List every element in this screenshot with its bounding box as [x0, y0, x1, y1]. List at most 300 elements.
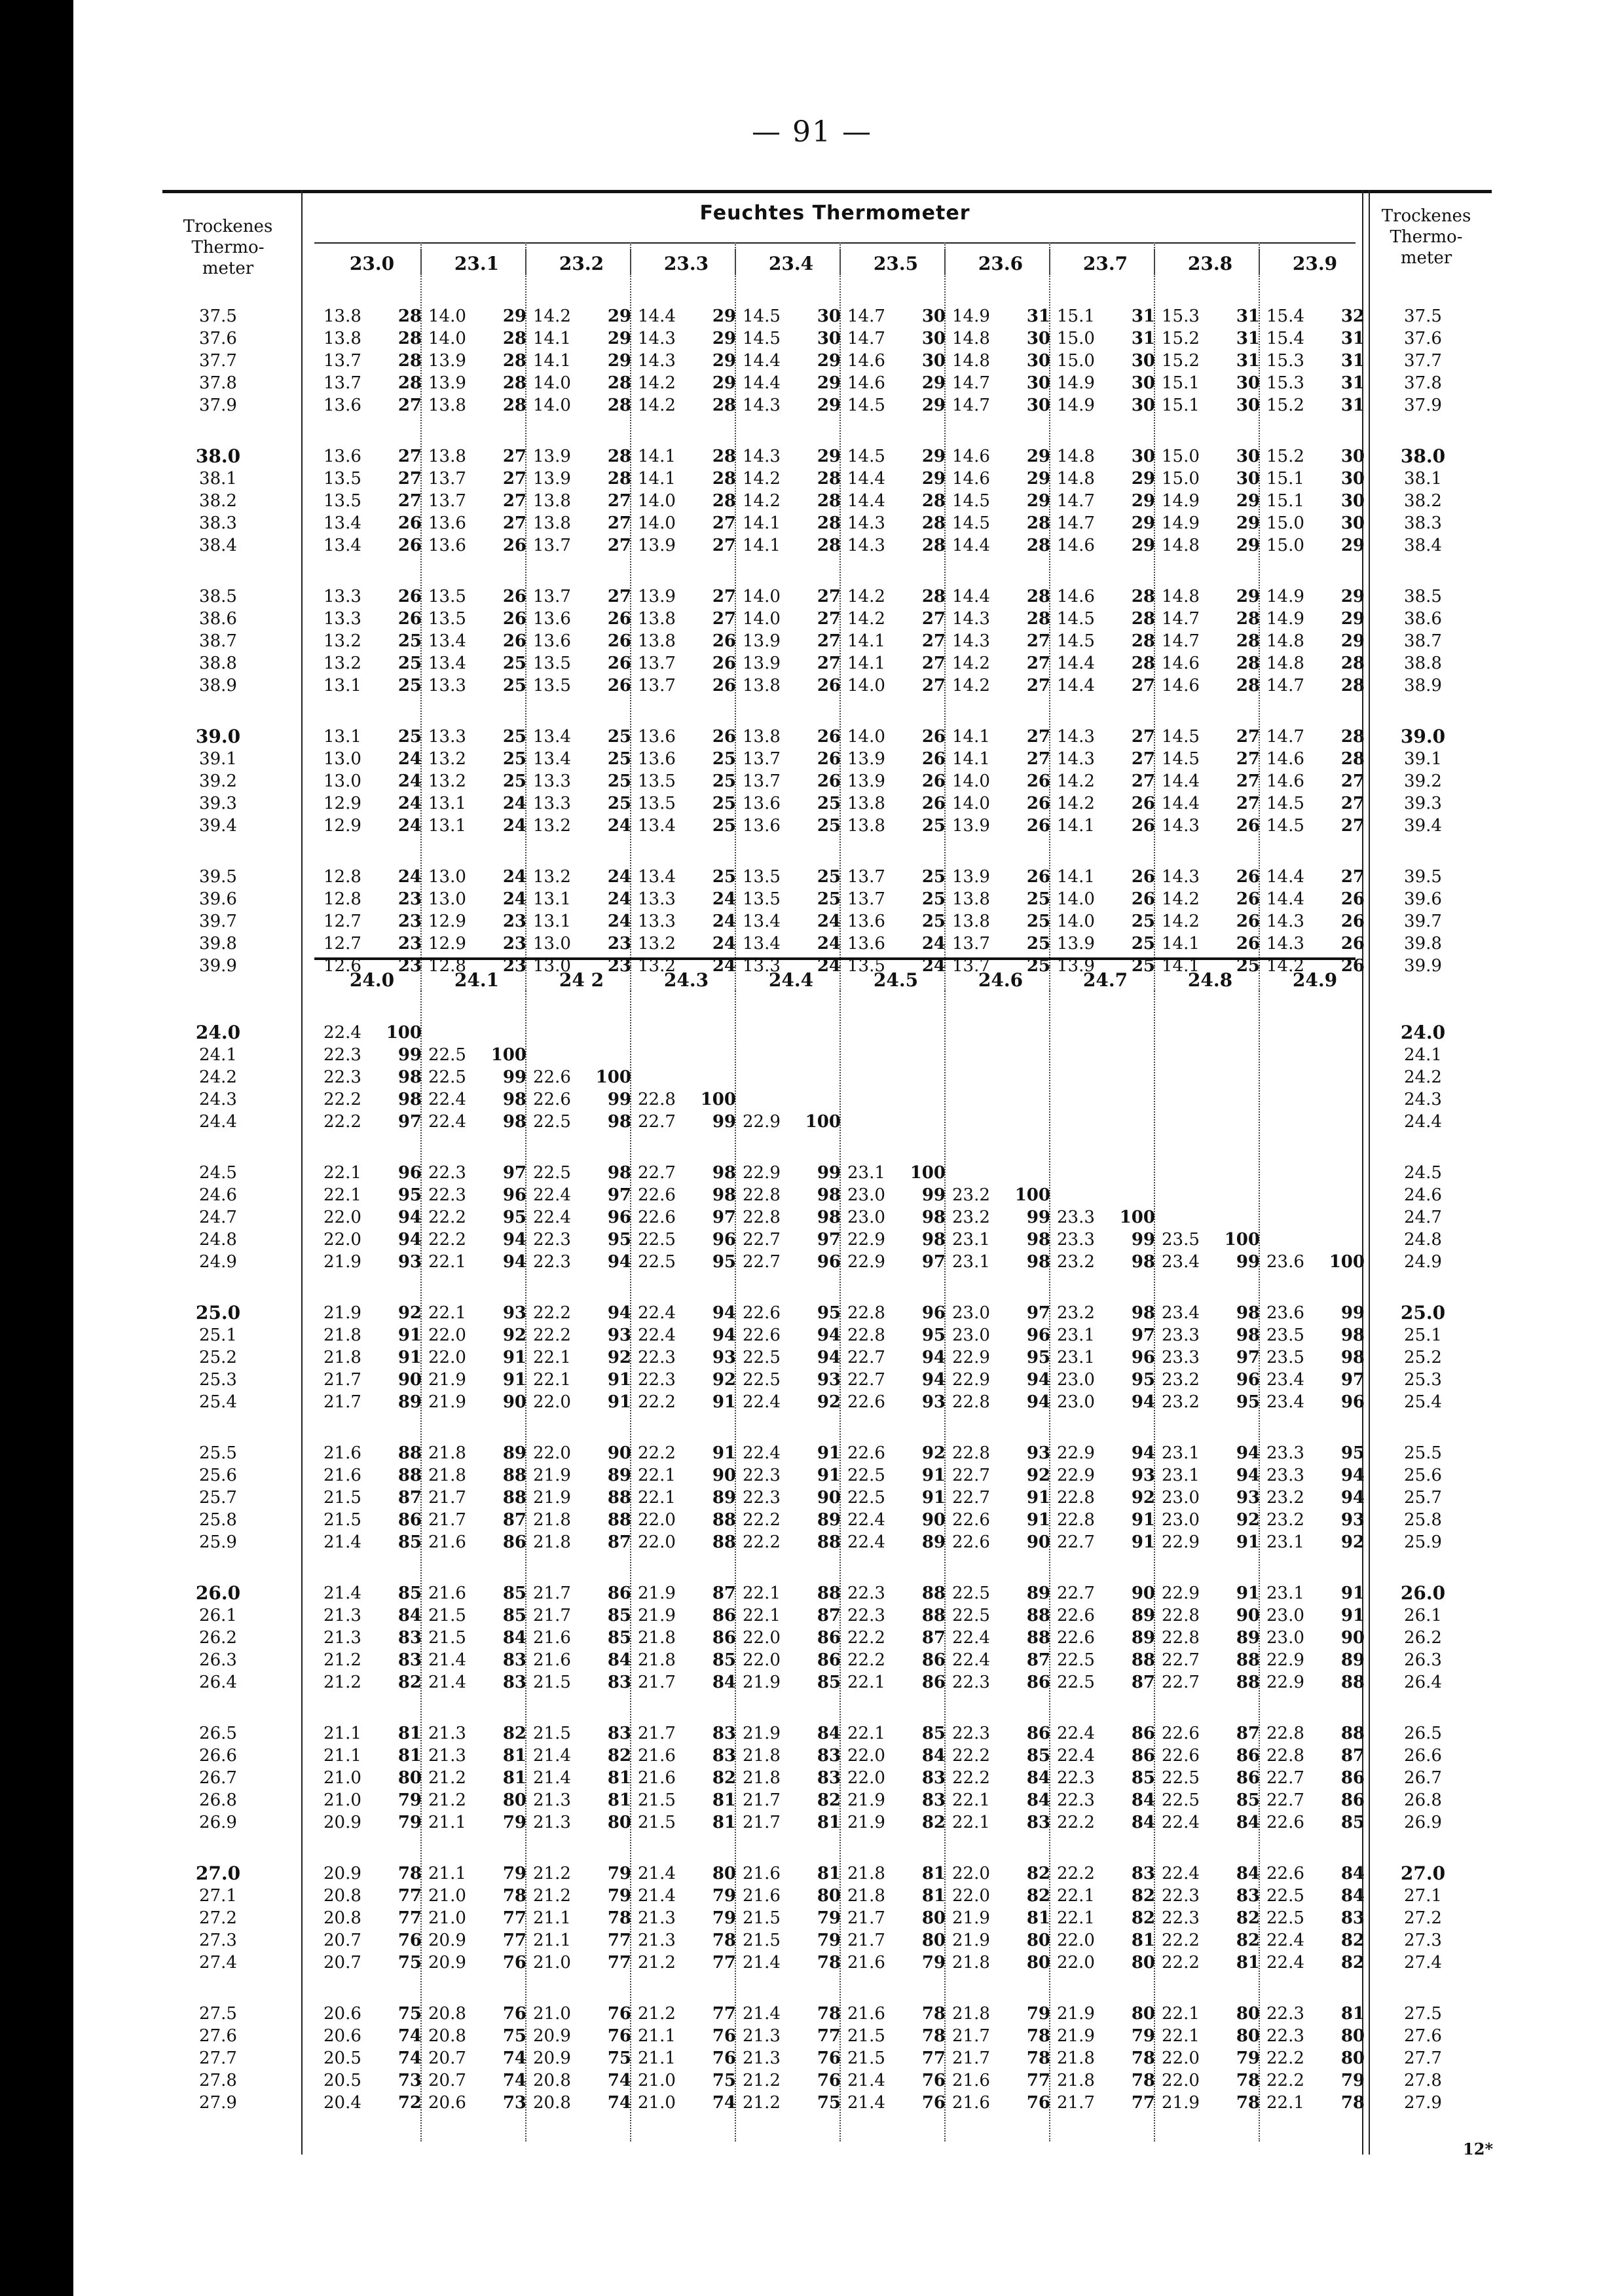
wet-bulb-value: 21.8: [638, 1628, 676, 1648]
relative-humidity: 92: [817, 1392, 841, 1412]
column-divider: [630, 249, 631, 275]
relative-humidity: 88: [1026, 1628, 1050, 1648]
relative-humidity: 78: [1026, 2048, 1050, 2068]
wet-bulb-value: 14.0: [1057, 912, 1095, 931]
relative-humidity: 88: [607, 1488, 631, 1508]
relative-humidity: 100: [595, 1067, 631, 1087]
relative-humidity: 92: [1131, 1488, 1155, 1508]
relative-humidity: 84: [1131, 1813, 1155, 1832]
wet-bulb-value: 22.2: [847, 1628, 885, 1648]
wet-bulb-value: 22.4: [1266, 1931, 1304, 1950]
wet-bulb-value: 23.0: [952, 1325, 990, 1345]
wet-bulb-value: 22.9: [1266, 1673, 1304, 1692]
dry-temp-right: 25.9: [1404, 1532, 1442, 1552]
relative-humidity: 78: [1131, 2071, 1155, 2090]
wet-bulb-value: 22.5: [533, 1112, 571, 1132]
wet-bulb-value: 14.2: [1057, 771, 1095, 791]
relative-humidity: 26: [1236, 889, 1260, 909]
relative-humidity: 94: [1340, 1488, 1365, 1508]
wet-bulb-value: 14.1: [847, 631, 885, 651]
relative-humidity: 85: [1026, 1746, 1050, 1766]
wet-bulb-value: 22.5: [1057, 1673, 1095, 1692]
wet-bulb-value: 20.6: [323, 2026, 361, 2046]
relative-humidity: 88: [712, 1510, 736, 1530]
relative-humidity: 88: [1340, 1724, 1365, 1743]
wet-bulb-value: 14.5: [847, 447, 885, 466]
wet-bulb-value: 13.6: [533, 609, 571, 629]
wet-bulb-value: 14.2: [533, 306, 571, 326]
wet-bulb-value: 22.1: [1057, 1908, 1095, 1928]
relative-humidity: 28: [397, 306, 422, 326]
relative-humidity: 26: [1236, 867, 1260, 887]
wet-bulb-value: 14.7: [952, 373, 990, 393]
relative-humidity: 87: [1340, 1746, 1365, 1766]
relative-humidity: 29: [1026, 469, 1050, 489]
wet-bulb-value: 21.5: [743, 1908, 781, 1928]
relative-humidity: 98: [921, 1208, 946, 1227]
relative-humidity: 94: [1131, 1392, 1155, 1412]
relative-humidity: 30: [1236, 373, 1260, 393]
dry-temp-right: 25.4: [1404, 1392, 1442, 1412]
wet-bulb-value: 22.8: [1266, 1746, 1304, 1766]
relative-humidity: 88: [397, 1443, 422, 1463]
wet-bulb-value: 20.8: [428, 2026, 466, 2046]
relative-humidity: 86: [1236, 1746, 1260, 1766]
wet-bulb-value: 14.4: [1057, 676, 1095, 695]
relative-humidity: 27: [712, 609, 736, 629]
wet-bulb-value: 21.0: [638, 2071, 676, 2090]
wet-bulb-value: 14.0: [428, 329, 466, 348]
wet-bulb-value: 21.0: [428, 1908, 466, 1928]
wet-bulb-value: 13.0: [323, 749, 361, 769]
relative-humidity: 80: [1236, 2026, 1260, 2046]
column-header-23.7: 23.7: [1082, 253, 1128, 274]
wet-bulb-value: 21.6: [847, 2004, 885, 2024]
wet-bulb-value: 21.0: [428, 1886, 466, 1906]
wet-bulb-value: 14.4: [743, 373, 781, 393]
wet-bulb-value: 21.7: [847, 1908, 885, 1928]
wet-bulb-value: 14.3: [638, 329, 676, 348]
dry-temp-left: 27.2: [199, 1908, 237, 1928]
wet-bulb-value: 13.7: [533, 587, 571, 606]
wet-bulb-value: 13.9: [428, 373, 466, 393]
relative-humidity: 97: [1026, 1303, 1050, 1323]
wet-bulb-value: 22.9: [1057, 1443, 1095, 1463]
relative-humidity: 26: [817, 727, 841, 747]
dry-temp-right: 38.7: [1404, 631, 1442, 651]
relative-humidity: 84: [1340, 1864, 1365, 1883]
relative-humidity: 24: [502, 816, 526, 836]
wet-bulb-value: 23.1: [847, 1163, 885, 1183]
relative-humidity: 27: [1026, 676, 1050, 695]
dry-temp-left: 38.4: [199, 536, 237, 555]
wet-bulb-value: 14.7: [847, 306, 885, 326]
relative-humidity: 91: [712, 1392, 736, 1412]
relative-humidity: 94: [1026, 1370, 1050, 1390]
wet-bulb-value: 13.5: [428, 609, 466, 629]
wet-bulb-value: 22.0: [847, 1768, 885, 1788]
wet-bulb-value: 14.3: [847, 536, 885, 555]
wet-bulb-value: 22.0: [952, 1886, 990, 1906]
relative-humidity: 26: [921, 794, 946, 813]
wet-bulb-value: 15.0: [1266, 536, 1304, 555]
relative-humidity: 29: [817, 373, 841, 393]
relative-humidity: 88: [921, 1606, 946, 1625]
relative-humidity: 82: [921, 1813, 946, 1832]
relative-humidity: 26: [607, 609, 631, 629]
relative-humidity: 98: [1026, 1252, 1050, 1272]
relative-humidity: 23: [607, 956, 631, 976]
wet-bulb-value: 21.9: [743, 1673, 781, 1692]
relative-humidity: 24: [502, 867, 526, 887]
relative-humidity: 26: [502, 609, 526, 629]
dry-temp-right: 25.0: [1400, 1302, 1446, 1324]
wet-bulb-value: 13.9: [1057, 956, 1095, 976]
wet-bulb-value: 22.2: [1162, 1953, 1200, 1972]
wet-bulb-value: 22.9: [847, 1252, 885, 1272]
wet-bulb-value: 22.9: [1162, 1583, 1200, 1603]
heading-meter: meter: [202, 259, 254, 278]
wet-bulb-value: 22.9: [952, 1370, 990, 1390]
wet-bulb-value: 21.2: [743, 2071, 781, 2090]
wet-bulb-value: 21.5: [638, 1813, 676, 1832]
dry-temp-right: 24.5: [1404, 1163, 1442, 1183]
relative-humidity: 24: [817, 912, 841, 931]
relative-humidity: 85: [502, 1606, 526, 1625]
relative-humidity: 27: [1340, 771, 1365, 791]
relative-humidity: 28: [921, 587, 946, 606]
table-row: [162, 512, 1492, 534]
dry-temp-right: 38.5: [1404, 587, 1442, 606]
wet-bulb-value: 14.1: [533, 329, 571, 348]
relative-humidity: 82: [1026, 1864, 1050, 1883]
wet-bulb-value: 14.0: [533, 373, 571, 393]
dry-temp-left: 24.5: [199, 1163, 237, 1183]
wet-bulb-value: 13.8: [638, 631, 676, 651]
relative-humidity: 88: [712, 1532, 736, 1552]
wet-bulb-value: 14.1: [638, 469, 676, 489]
wet-bulb-value: 22.9: [743, 1112, 781, 1132]
relative-humidity: 86: [921, 1650, 946, 1670]
wet-bulb-value: 21.0: [323, 1768, 361, 1788]
relative-humidity: 26: [921, 749, 946, 769]
wet-bulb-value: 15.2: [1162, 351, 1200, 371]
table-row: [162, 1604, 1492, 1627]
wet-bulb-value: 13.2: [428, 771, 466, 791]
relative-humidity: 25: [607, 794, 631, 813]
relative-humidity: 78: [1131, 2048, 1155, 2068]
relative-humidity: 81: [712, 1790, 736, 1810]
wet-bulb-value: 22.3: [1057, 1790, 1095, 1810]
relative-humidity: 30: [1340, 447, 1365, 466]
wet-bulb-value: 14.0: [638, 491, 676, 511]
wet-bulb-value: 14.6: [952, 469, 990, 489]
relative-humidity: 97: [712, 1208, 736, 1227]
relative-humidity: 80: [1026, 1931, 1050, 1950]
relative-humidity: 31: [1236, 306, 1260, 326]
wet-bulb-value: 21.1: [533, 1908, 571, 1928]
wet-bulb-value: 14.4: [1162, 794, 1200, 813]
wet-bulb-value: 15.0: [1057, 329, 1095, 348]
relative-humidity: 90: [1026, 1532, 1050, 1552]
wet-bulb-value: 13.7: [847, 889, 885, 909]
dry-temp-right: 25.8: [1404, 1510, 1442, 1530]
relative-humidity: 30: [1340, 469, 1365, 489]
table-row: [162, 770, 1492, 792]
relative-humidity: 77: [502, 1931, 526, 1950]
dry-temp-right: 26.2: [1404, 1628, 1442, 1648]
dry-temp-left: 37.9: [199, 396, 237, 415]
wet-bulb-value: 21.9: [952, 1931, 990, 1950]
wet-bulb-value: 23.3: [1057, 1208, 1095, 1227]
relative-humidity: 76: [502, 1953, 526, 1972]
wet-bulb-value: 13.4: [533, 727, 571, 747]
relative-humidity: 25: [397, 727, 422, 747]
wet-bulb-value: 20.9: [323, 1864, 361, 1883]
relative-humidity: 28: [1131, 587, 1155, 606]
wet-bulb-value: 13.4: [428, 631, 466, 651]
relative-humidity: 25: [817, 867, 841, 887]
wet-bulb-value: 13.9: [952, 867, 990, 887]
wet-bulb-value: 21.4: [533, 1768, 571, 1788]
relative-humidity: 26: [397, 609, 422, 629]
relative-humidity: 91: [921, 1488, 946, 1508]
wet-bulb-value: 13.6: [847, 934, 885, 954]
wet-bulb-value: 13.7: [638, 676, 676, 695]
relative-humidity: 78: [397, 1864, 422, 1883]
relative-humidity: 92: [1340, 1532, 1365, 1552]
wet-bulb-value: 22.2: [743, 1532, 781, 1552]
wet-bulb-value: 13.8: [533, 513, 571, 533]
column-divider: [420, 965, 422, 991]
relative-humidity: 28: [817, 491, 841, 511]
wet-bulb-value: 22.3: [533, 1230, 571, 1250]
relative-humidity: 28: [1340, 727, 1365, 747]
wet-bulb-value: 15.1: [1266, 491, 1304, 511]
relative-humidity: 27: [921, 609, 946, 629]
relative-humidity: 81: [607, 1768, 631, 1788]
wet-bulb-value: 15.1: [1162, 396, 1200, 415]
wet-bulb-value: 21.6: [428, 1532, 466, 1552]
wet-bulb-value: 21.9: [1057, 2004, 1095, 2024]
wet-bulb-value: 22.1: [533, 1370, 571, 1390]
wet-bulb-value: 22.1: [847, 1724, 885, 1743]
wet-bulb-value: 21.2: [533, 1886, 571, 1906]
relative-humidity: 87: [921, 1628, 946, 1648]
wet-bulb-value: 13.1: [323, 727, 361, 747]
wet-bulb-value: 13.9: [847, 771, 885, 791]
wet-bulb-value: 20.8: [533, 2071, 571, 2090]
table-row: [162, 305, 1492, 327]
relative-humidity: 26: [1236, 934, 1260, 954]
wet-bulb-value: 22.8: [1057, 1510, 1095, 1530]
relative-humidity: 97: [397, 1112, 422, 1132]
wet-bulb-value: 22.8: [1266, 1724, 1304, 1743]
wet-bulb-value: 21.5: [428, 1606, 466, 1625]
relative-humidity: 28: [1026, 587, 1050, 606]
wet-bulb-value: 13.6: [743, 794, 781, 813]
wet-bulb-value: 23.2: [1266, 1510, 1304, 1530]
relative-humidity: 27: [502, 469, 526, 489]
wet-bulb-value: 14.2: [1266, 956, 1304, 976]
dry-temp-right: 26.0: [1400, 1582, 1446, 1604]
wet-bulb-value: 22.6: [1057, 1606, 1095, 1625]
relative-humidity: 98: [921, 1230, 946, 1250]
relative-humidity: 79: [1340, 2071, 1365, 2090]
relative-humidity: 26: [1026, 867, 1050, 887]
relative-humidity: 26: [397, 513, 422, 533]
wet-bulb-value: 22.2: [1162, 1931, 1200, 1950]
relative-humidity: 30: [1131, 351, 1155, 371]
wet-bulb-value: 22.5: [428, 1045, 466, 1065]
column-header-23.9: 23.9: [1292, 253, 1338, 274]
wet-bulb-value: 21.9: [847, 1790, 885, 1810]
wet-bulb-value: 21.5: [847, 2048, 885, 2068]
wet-bulb-value: 22.2: [428, 1230, 466, 1250]
column-header-23.0: 23.0: [349, 253, 395, 274]
wet-bulb-value: 13.6: [638, 749, 676, 769]
wet-bulb-value: 13.3: [428, 727, 466, 747]
wet-bulb-value: 14.3: [743, 396, 781, 415]
wet-bulb-value: 12.7: [323, 912, 361, 931]
relative-humidity: 76: [921, 2071, 946, 2090]
table-row: [162, 1649, 1492, 1671]
table-row: [162, 866, 1492, 888]
wet-bulb-value: 21.1: [323, 1746, 361, 1766]
wet-bulb-value: 13.0: [428, 889, 466, 909]
relative-humidity: 94: [607, 1252, 631, 1272]
wet-bulb-value: 23.3: [1057, 1230, 1095, 1250]
wet-bulb-value: 14.0: [638, 513, 676, 533]
relative-humidity: 100: [490, 1045, 526, 1065]
wet-bulb-value: 21.0: [533, 2004, 571, 2024]
wet-bulb-value: 14.1: [952, 749, 990, 769]
relative-humidity: 77: [397, 1886, 422, 1906]
relative-humidity: 26: [607, 631, 631, 651]
relative-humidity: 78: [1026, 2026, 1050, 2046]
dry-temp-left: 26.4: [199, 1673, 237, 1692]
wet-bulb-value: 21.5: [533, 1673, 571, 1692]
relative-humidity: 88: [1236, 1673, 1260, 1692]
wet-bulb-value: 14.3: [952, 609, 990, 629]
relative-humidity: 91: [1340, 1606, 1365, 1625]
relative-humidity: 82: [502, 1724, 526, 1743]
wet-bulb-value: 22.7: [1266, 1790, 1304, 1810]
dry-temp-right: 26.6: [1404, 1746, 1442, 1766]
table-row: [162, 675, 1492, 697]
wet-bulb-value: 22.5: [1266, 1886, 1304, 1906]
relative-humidity: 25: [1131, 956, 1155, 976]
wet-bulb-value: 22.0: [638, 1510, 676, 1530]
relative-humidity: 23: [607, 934, 631, 954]
relative-humidity: 99: [502, 1067, 526, 1087]
relative-humidity: 31: [1236, 351, 1260, 371]
relative-humidity: 27: [921, 654, 946, 673]
relative-humidity: 27: [712, 587, 736, 606]
relative-humidity: 95: [1131, 1370, 1155, 1390]
wet-bulb-value: 21.2: [428, 1790, 466, 1810]
relative-humidity: 87: [1026, 1650, 1050, 1670]
wet-bulb-value: 21.8: [428, 1466, 466, 1485]
wet-bulb-value: 22.9: [1057, 1466, 1095, 1485]
wet-bulb-value: 23.2: [1057, 1303, 1095, 1323]
column-header-24.1: 24.1: [454, 969, 500, 991]
wet-bulb-value: 23.1: [1266, 1532, 1304, 1552]
wet-bulb-value: 14.2: [1162, 912, 1200, 931]
column-divider: [840, 249, 841, 275]
wet-bulb-value: 22.8: [1057, 1488, 1095, 1508]
table-row: [162, 1111, 1492, 1133]
column-header-23.5: 23.5: [873, 253, 919, 274]
relative-humidity: 97: [1131, 1325, 1155, 1345]
wet-bulb-value: 22.7: [1266, 1768, 1304, 1788]
wet-bulb-value: 23.1: [952, 1230, 990, 1250]
dry-temp-left: 24.4: [199, 1112, 237, 1132]
relative-humidity: 81: [397, 1746, 422, 1766]
dry-temp-right: 27.8: [1404, 2071, 1442, 2090]
wet-bulb-value: 22.4: [638, 1303, 676, 1323]
wet-bulb-value: 21.3: [428, 1746, 466, 1766]
wet-bulb-value: 21.5: [323, 1510, 361, 1530]
relative-humidity: 78: [1236, 2071, 1260, 2090]
wet-bulb-value: 14.8: [1266, 654, 1304, 673]
relative-humidity: 25: [921, 816, 946, 836]
relative-humidity: 27: [1340, 794, 1365, 813]
relative-humidity: 87: [817, 1606, 841, 1625]
wet-bulb-value: 23.2: [1162, 1392, 1200, 1412]
dry-temp-right: 39.8: [1404, 934, 1442, 954]
dry-temp-left: 38.1: [199, 469, 237, 489]
column-divider: [1049, 249, 1050, 275]
relative-humidity: 29: [1340, 609, 1365, 629]
wet-bulb-value: 22.4: [847, 1510, 885, 1530]
relative-humidity: 30: [1131, 373, 1155, 393]
wet-bulb-value: 22.7: [952, 1488, 990, 1508]
relative-humidity: 86: [502, 1532, 526, 1552]
wet-bulb-value: 22.7: [952, 1466, 990, 1485]
relative-humidity: 98: [1236, 1303, 1260, 1323]
wet-bulb-value: 22.2: [428, 1208, 466, 1227]
block-divider-rule: [314, 957, 1356, 960]
relative-humidity: 85: [397, 1532, 422, 1552]
relative-humidity: 77: [397, 1908, 422, 1928]
wet-bulb-value: 13.2: [533, 867, 571, 887]
wet-bulb-value: 22.4: [1057, 1746, 1095, 1766]
relative-humidity: 31: [1340, 373, 1365, 393]
relative-humidity: 23: [397, 934, 422, 954]
wet-bulb-value: 15.2: [1266, 396, 1304, 415]
relative-humidity: 86: [1131, 1724, 1155, 1743]
relative-humidity: 26: [1236, 816, 1260, 836]
relative-humidity: 30: [817, 306, 841, 326]
wet-bulb-value: 23.2: [952, 1208, 990, 1227]
wet-bulb-value: 23.0: [1162, 1510, 1200, 1530]
relative-humidity: 28: [1131, 609, 1155, 629]
wet-bulb-value: 12.9: [323, 794, 361, 813]
dry-temp-right: 39.1: [1404, 749, 1442, 769]
relative-humidity: 79: [1131, 2026, 1155, 2046]
dry-temp-left: 24.0: [195, 1022, 241, 1043]
relative-humidity: 78: [502, 1886, 526, 1906]
wet-bulb-value: 14.9: [1162, 513, 1200, 533]
relative-humidity: 80: [502, 1790, 526, 1810]
wet-bulb-value: 14.2: [1057, 794, 1095, 813]
wet-bulb-value: 22.9: [952, 1348, 990, 1367]
wet-bulb-value: 14.2: [847, 587, 885, 606]
relative-humidity: 25: [1026, 956, 1050, 976]
wet-bulb-value: 21.7: [1057, 2093, 1095, 2113]
relative-humidity: 28: [1026, 609, 1050, 629]
